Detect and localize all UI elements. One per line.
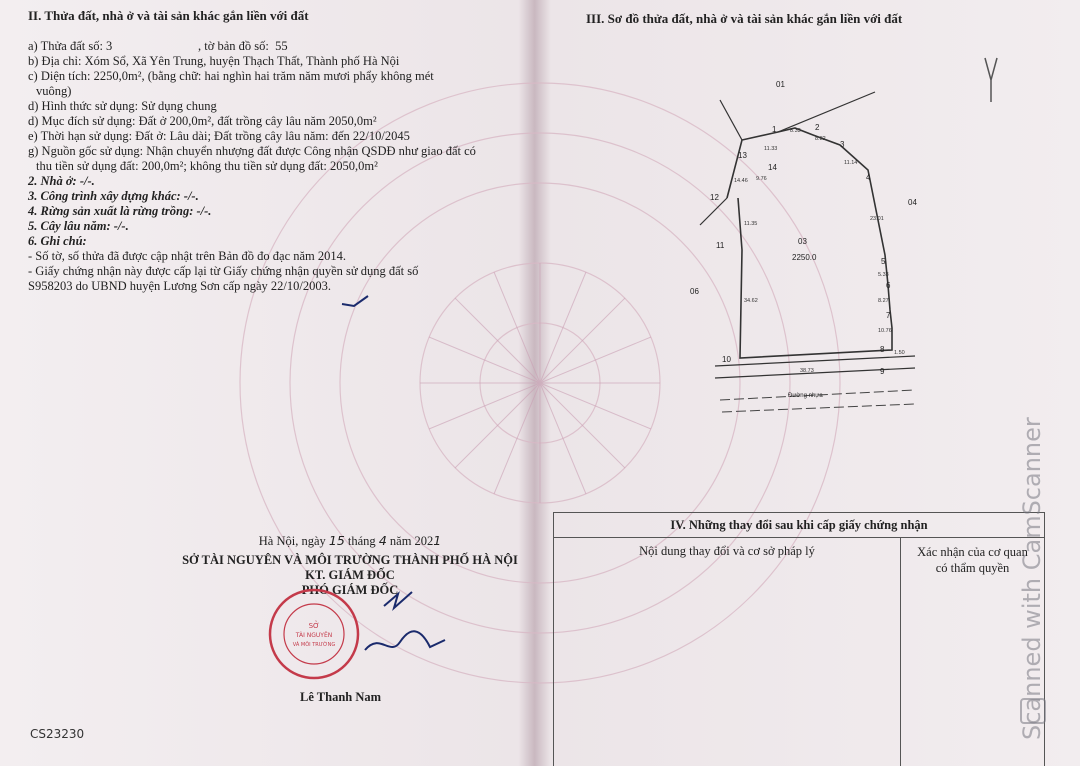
origin-line-2: thu tiền sử dụng đất: 200,0m²; không thu tiền sử dụng đất: 2050,0m² — [36, 159, 378, 173]
point-10: 10 — [722, 355, 731, 364]
item-house: 2. Nhà ở: -/-. — [28, 174, 95, 188]
point-2: 2 — [815, 123, 820, 132]
point-5: 5 — [881, 257, 886, 266]
changes-table — [553, 512, 1045, 766]
note-1: - Số tờ, số thửa đã được cập nhật trên Bản đồ đo đạc năm 2014. — [28, 249, 347, 263]
issue-date: Hà Nội, ngày 15 tháng 4 năm 2021 — [258, 533, 442, 548]
changes-title: IV. Những thay đổi sau khi cấp giấy chứng nhận — [554, 513, 1044, 538]
point-14: 14 — [768, 163, 777, 172]
edge-14-1: 11.33 — [764, 146, 778, 152]
deputy-director: PHÓ GIÁM ĐỐC — [301, 583, 399, 597]
area-line-1: c) Diện tích: 2250,0m², (bằng chữ: hai nghìn hai trăm năm mươi phẩy không mét — [28, 69, 434, 83]
agency-name: SỞ TÀI NGUYÊN VÀ MÔI TRƯỜNG THÀNH PHỐ HÀ NỘI — [182, 553, 518, 567]
edge-9-10: 38.73 — [800, 368, 814, 374]
map-sheet-number: 55 — [275, 39, 288, 53]
changes-confirm-header: Xác nhận của cơ quan có thẩm quyền — [917, 545, 1028, 575]
item-trees: 5. Cây lâu năm: -/-. — [28, 219, 129, 233]
edge-12-13: 14.46 — [734, 178, 748, 184]
svg-text:VÀ MÔI TRƯỜNG: VÀ MÔI TRƯỜNG — [292, 642, 336, 648]
svg-text:TÀI NGUYÊN: TÀI NGUYÊN — [295, 632, 333, 639]
section-3-title: III. Sơ đồ thửa đất, nhà ở và tài sản khác gắn liền với đất — [586, 11, 903, 26]
point-9: 9 — [880, 367, 885, 376]
item-forest: 4. Rừng sản xuất là rừng trồng: -/-. — [28, 204, 212, 218]
neighbor-01: 01 — [776, 80, 785, 89]
changes-content-header: Nội dung thay đổi và cơ sở pháp lý — [554, 538, 901, 766]
side-mark — [982, 55, 1000, 105]
item-construction: 3. Công trình xây dựng khác: -/-. — [28, 189, 199, 203]
point-13: 13 — [738, 151, 747, 160]
use-term: e) Thời hạn sử dụng: Đất ở: Lâu dài; Đất trồng cây lâu năm: đến 22/10/2045 — [28, 129, 410, 143]
point-7: 7 — [886, 311, 891, 320]
section-2-title: II. Thửa đất, nhà ở và tài sản khác gắn liền với đất — [28, 8, 309, 23]
item-notes: 6. Ghi chú: — [28, 234, 87, 248]
point-1: 1 — [772, 125, 777, 134]
parcel-area-label: 2250.0 — [792, 253, 817, 262]
parcel-number: a) Thửa đất số: 3 — [28, 39, 113, 53]
area-line-2: vuông) — [36, 84, 72, 98]
edge-13-14: 9.76 — [756, 176, 767, 182]
address: b) Địa chỉ: Xóm Sổ, Xã Yên Trung, huyện Thạch Thất, Thành phố Hà Nội — [28, 54, 400, 68]
edge-5-6: 5.33 — [878, 272, 889, 278]
parcel-diagram — [660, 70, 940, 430]
serial-number: CS23230 — [30, 727, 85, 741]
origin-line-1: g) Nguồn gốc sử dụng: Nhận chuyển nhượng đất được Công nhận QSDĐ như giao đất có — [28, 144, 476, 158]
edge-8-9: 1.50 — [894, 350, 905, 356]
map-sheet-label: , tờ bản đồ số: — [198, 39, 269, 53]
road-label: Đường nhựa — [788, 393, 823, 399]
note-end-mark — [340, 294, 380, 312]
edge-4-5: 23.01 — [870, 216, 884, 222]
scanner-watermark: Scanned with CamScanner — [1018, 417, 1046, 740]
note-2: - Giấy chứng nhận này được cấp lại từ Giấy chứng nhận quyền sử dụng đất số — [28, 264, 419, 278]
left-page — [28, 8, 528, 294]
kt-director: KT. GIÁM ĐỐC — [305, 568, 395, 582]
point-3: 3 — [840, 140, 845, 149]
edge-7-8: 10.76 — [878, 328, 892, 334]
initial-mark — [380, 586, 420, 616]
edge-10-11: 34.62 — [744, 298, 758, 304]
signer-name: Lê Thanh Nam — [300, 690, 382, 704]
edge-6-7: 8.27 — [878, 298, 889, 304]
note-3: S958203 do UBND huyện Lương Sơn cấp ngày 22/10/2003. — [28, 279, 331, 293]
edge-3-4: 11.14 — [844, 160, 858, 166]
edge-11-12: 11.35 — [744, 221, 758, 227]
point-4: 4 — [866, 173, 871, 182]
point-8: 8 — [880, 345, 885, 354]
parcel-number-label: 03 — [798, 237, 807, 246]
svg-text:SỞ: SỞ — [308, 622, 320, 630]
handwritten-signature — [360, 622, 450, 662]
neighbor-04: 04 — [908, 198, 917, 207]
official-stamp — [266, 586, 362, 682]
use-purpose: d) Mục đích sử dụng: Đất ở 200,0m², đất trồng cây lâu năm 2050,0m² — [28, 114, 377, 128]
point-6: 6 — [886, 281, 891, 290]
edge-1-2: 8.33 — [790, 128, 801, 134]
use-form: d) Hình thức sử dụng: Sử dụng chung — [28, 99, 217, 113]
point-11: 11 — [716, 241, 725, 250]
neighbor-06: 06 — [690, 287, 699, 296]
point-12: 12 — [710, 193, 719, 202]
edge-2-3: 8.82 — [815, 136, 826, 142]
